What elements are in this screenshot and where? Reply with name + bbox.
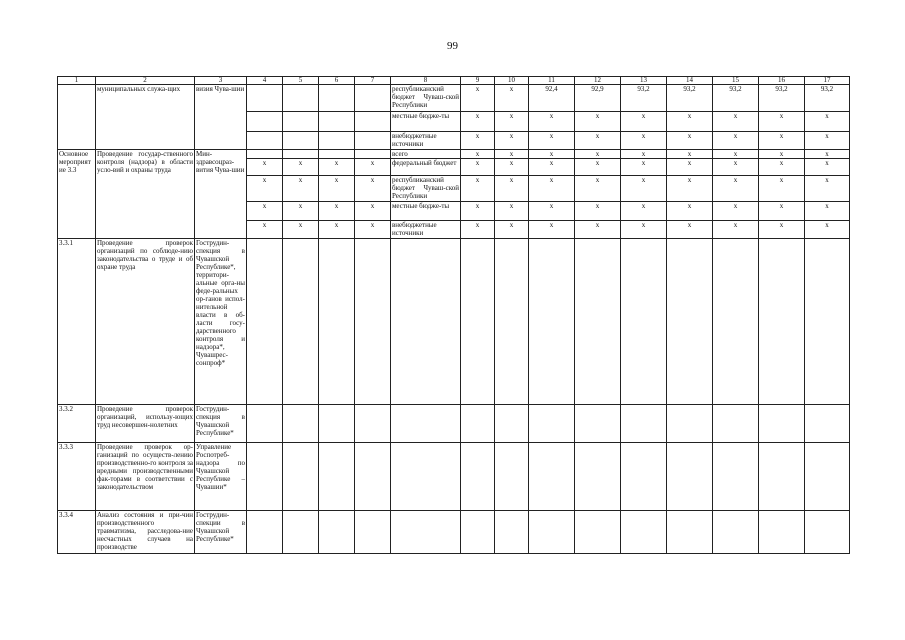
- empty-cell: [529, 443, 575, 511]
- funding-source: местные бюдже-ты: [391, 112, 461, 132]
- empty-cell: [461, 443, 495, 511]
- responsible-executor: Гострудин-спекции в Чувашской Республике*: [195, 511, 247, 554]
- cell-value: x: [667, 176, 713, 202]
- column-number-header: 11: [529, 77, 575, 85]
- cell-value: x: [621, 159, 667, 176]
- column-number-header: 12: [575, 77, 621, 85]
- empty-cell: [319, 443, 355, 511]
- cell-value: x: [495, 176, 529, 202]
- cell-value: x: [355, 176, 391, 202]
- cell-value: x: [805, 150, 850, 159]
- empty-cell: [283, 511, 319, 554]
- cell-value: x: [805, 221, 850, 239]
- cell-value: x: [575, 132, 621, 150]
- cell-value: [319, 112, 355, 132]
- column-number-header: 1: [58, 77, 96, 85]
- cell-value: x: [495, 221, 529, 239]
- responsible-executor: Гострудин-спекция в Чувашской Республике*: [195, 405, 247, 443]
- cell-value: x: [495, 159, 529, 176]
- column-number-header: 3: [195, 77, 247, 85]
- cell-value: x: [247, 221, 283, 239]
- table-row: [58, 85, 850, 112]
- table-row: [58, 150, 850, 159]
- funding-source: федеральный бюджет: [391, 159, 461, 176]
- funding-source: республиканский бюджет Чуваш-ской Республики: [391, 85, 461, 112]
- column-number-header: 5: [283, 77, 319, 85]
- event-number: 3.3.1: [58, 239, 96, 405]
- cell-value: x: [529, 132, 575, 150]
- cell-value: x: [495, 85, 529, 112]
- cell-value: x: [461, 85, 495, 112]
- cell-value: x: [319, 176, 355, 202]
- empty-cell: [391, 443, 461, 511]
- header-row: [58, 77, 850, 85]
- cell-value: [247, 85, 283, 112]
- cell-value: x: [319, 202, 355, 221]
- cell-value: x: [355, 221, 391, 239]
- cell-value: x: [283, 221, 319, 239]
- empty-cell: [759, 443, 805, 511]
- column-number-header: 4: [247, 77, 283, 85]
- empty-cell: [319, 239, 355, 405]
- cell-value: [355, 85, 391, 112]
- empty-cell: [667, 405, 713, 443]
- cell-value: x: [461, 159, 495, 176]
- cell-value: x: [621, 176, 667, 202]
- empty-cell: [355, 443, 391, 511]
- cell-value: x: [575, 159, 621, 176]
- empty-cell: [319, 405, 355, 443]
- empty-cell: [247, 405, 283, 443]
- cell-value: x: [495, 202, 529, 221]
- empty-cell: [461, 239, 495, 405]
- column-number-header: 8: [391, 77, 461, 85]
- empty-cell: [461, 511, 495, 554]
- responsible-executor: визия Чува-шии: [195, 85, 247, 150]
- cell-value: x: [713, 159, 759, 176]
- cell-value: x: [495, 132, 529, 150]
- cell-value: x: [319, 221, 355, 239]
- empty-cell: [621, 405, 667, 443]
- cell-value: x: [529, 176, 575, 202]
- funding-source: республиканский бюджет Чуваш-ской Республики: [392, 176, 459, 200]
- column-number-header: 9: [461, 77, 495, 85]
- event-number: 3.3.2: [58, 405, 96, 443]
- column-number-header: 17: [805, 77, 850, 85]
- cell-value: [283, 85, 319, 112]
- cell-value: x: [805, 132, 850, 150]
- event-name: муниципальных служа-щих: [96, 85, 195, 150]
- empty-cell: [355, 239, 391, 405]
- empty-cell: [247, 443, 283, 511]
- column-number-header: 2: [96, 77, 195, 85]
- cell-value: x: [621, 202, 667, 221]
- empty-cell: [283, 443, 319, 511]
- empty-cell: [713, 405, 759, 443]
- sub-event-row: [58, 511, 850, 554]
- cell-value: x: [529, 150, 575, 159]
- cell-value: x: [713, 112, 759, 132]
- cell-value: x: [529, 159, 575, 176]
- empty-cell: [461, 405, 495, 443]
- cell-value: 92,4: [529, 85, 575, 112]
- cell-value: x: [805, 202, 850, 221]
- column-number-header: 10: [495, 77, 529, 85]
- responsible-executor: Управление Роспотреб-надзора по Чувашской Республике – Чувашии*: [195, 443, 247, 511]
- empty-cell: [529, 239, 575, 405]
- cell-value: x: [355, 202, 391, 221]
- cell-value: x: [575, 150, 621, 159]
- cell-value: x: [621, 221, 667, 239]
- sub-event-row: [58, 443, 850, 511]
- funding-source: внебюджетные источники: [391, 221, 461, 239]
- empty-cell: [495, 405, 529, 443]
- event-name: Анализ состояния и при-чин производственного травматизма, расследова-ние несчастных случаев на производстве: [96, 511, 195, 554]
- cell-value: 93,2: [667, 85, 713, 112]
- cell-value: 92,9: [575, 85, 621, 112]
- funding-table: [57, 76, 850, 554]
- column-number-header: 7: [355, 77, 391, 85]
- responsible-executor: Мин-здравсоцраз-вития Чува-шии: [195, 150, 247, 239]
- cell-value: x: [759, 202, 805, 221]
- cell-value: [247, 150, 283, 159]
- empty-cell: [495, 511, 529, 554]
- sub-event-row: [58, 239, 850, 405]
- cell-value: x: [319, 159, 355, 176]
- cell-value: x: [283, 202, 319, 221]
- cell-value: x: [805, 112, 850, 132]
- cell-value: x: [575, 221, 621, 239]
- empty-cell: [713, 443, 759, 511]
- empty-cell: [805, 405, 850, 443]
- column-number-header: 16: [759, 77, 805, 85]
- cell-value: x: [461, 150, 495, 159]
- empty-cell: [759, 405, 805, 443]
- cell-value: x: [759, 112, 805, 132]
- cell-value: 93,2: [713, 85, 759, 112]
- cell-value: x: [621, 112, 667, 132]
- funding-source: местные бюдже-ты: [391, 202, 461, 221]
- cell-value: x: [461, 176, 495, 202]
- cell-value: x: [529, 112, 575, 132]
- empty-cell: [575, 239, 621, 405]
- cell-value: x: [355, 159, 391, 176]
- empty-cell: [759, 239, 805, 405]
- cell-value: x: [713, 150, 759, 159]
- column-number-header: 14: [667, 77, 713, 85]
- cell-value: x: [713, 202, 759, 221]
- event-name: Проведение проверок организаций, использу-ющих труд несовершен-нолетних: [96, 405, 195, 443]
- cell-value: [247, 132, 283, 150]
- event-name: Проведение проверок организаций по соблюде-нию законодательства о труде и об охране труда: [96, 239, 195, 405]
- cell-value: [319, 132, 355, 150]
- cell-value: [319, 150, 355, 159]
- empty-cell: [805, 511, 850, 554]
- cell-value: x: [621, 132, 667, 150]
- cell-value: x: [621, 150, 667, 159]
- cell-value: [319, 85, 355, 112]
- empty-cell: [713, 511, 759, 554]
- cell-value: x: [283, 159, 319, 176]
- cell-value: [283, 150, 319, 159]
- empty-cell: [495, 443, 529, 511]
- cell-value: x: [495, 150, 529, 159]
- cell-value: x: [713, 176, 759, 202]
- page-number: 99: [447, 40, 458, 52]
- event-number: 3.3.3: [58, 443, 96, 511]
- empty-cell: [247, 239, 283, 405]
- cell-value: [283, 132, 319, 150]
- cell-value: x: [461, 221, 495, 239]
- event-name: Проведение проверок ор-ганизаций по осуществ-лению производственно-го контроля за вредными производственными фак-торами в соответствии с законодательством: [96, 443, 195, 511]
- cell-value: x: [667, 112, 713, 132]
- cell-value: x: [247, 202, 283, 221]
- sub-event-row: [58, 405, 850, 443]
- cell-value: x: [461, 132, 495, 150]
- empty-cell: [319, 511, 355, 554]
- cell-value: 93,2: [621, 85, 667, 112]
- cell-value: x: [247, 159, 283, 176]
- cell-value: [355, 112, 391, 132]
- empty-cell: [355, 405, 391, 443]
- empty-cell: [667, 443, 713, 511]
- empty-cell: [391, 511, 461, 554]
- responsible-executor: Гострудин-спекция в Чувашской Республике*, территори-альные орга-ны феде-ральных ор-ганов испол-нительной власти в об-ласти госу-дарственного контроля и надзора*, Чувашрес-сонпроф*: [195, 239, 247, 405]
- empty-cell: [495, 239, 529, 405]
- empty-cell: [355, 511, 391, 554]
- empty-cell: [391, 405, 461, 443]
- cell-value: x: [667, 202, 713, 221]
- empty-cell: [621, 511, 667, 554]
- empty-cell: [805, 443, 850, 511]
- empty-cell: [575, 443, 621, 511]
- cell-value: [355, 150, 391, 159]
- cell-value: x: [667, 221, 713, 239]
- empty-cell: [621, 239, 667, 405]
- cell-value: x: [529, 202, 575, 221]
- cell-value: x: [529, 221, 575, 239]
- cell-value: x: [759, 221, 805, 239]
- event-number: Основное мероприятие 3.3: [58, 150, 96, 239]
- cell-value: [247, 112, 283, 132]
- empty-cell: [667, 511, 713, 554]
- cell-value: [283, 112, 319, 132]
- event-name: Проведение государ-ственного контроля (надзора) в области усло-вий и охраны труда: [96, 150, 195, 239]
- cell-value: 93,2: [759, 85, 805, 112]
- cell-value: x: [575, 202, 621, 221]
- event-number: 3.3.4: [58, 511, 96, 554]
- column-number-header: 13: [621, 77, 667, 85]
- empty-cell: [283, 405, 319, 443]
- empty-cell: [713, 239, 759, 405]
- cell-value: x: [495, 112, 529, 132]
- cell-value: 93,2: [805, 85, 850, 112]
- cell-value: x: [759, 176, 805, 202]
- cell-value: [355, 132, 391, 150]
- cell-value: x: [713, 221, 759, 239]
- cell-value: x: [713, 132, 759, 150]
- cell-value: x: [805, 176, 850, 202]
- empty-cell: [805, 239, 850, 405]
- cell-event-number: [58, 85, 96, 150]
- empty-cell: [247, 511, 283, 554]
- column-number-header: 6: [319, 77, 355, 85]
- cell-value: x: [667, 132, 713, 150]
- funding-source: внебюджетные источники: [391, 132, 461, 150]
- cell-value: x: [461, 112, 495, 132]
- empty-cell: [283, 239, 319, 405]
- empty-cell: [529, 511, 575, 554]
- empty-cell: [575, 405, 621, 443]
- cell-value: x: [805, 159, 850, 176]
- empty-cell: [529, 405, 575, 443]
- empty-cell: [621, 443, 667, 511]
- empty-cell: [667, 239, 713, 405]
- cell-value: x: [759, 150, 805, 159]
- column-number-header: 15: [713, 77, 759, 85]
- cell-value: x: [575, 112, 621, 132]
- cell-value: x: [759, 132, 805, 150]
- cell-value: x: [759, 159, 805, 176]
- cell-value: x: [283, 176, 319, 202]
- empty-cell: [759, 511, 805, 554]
- funding-source: всего: [391, 150, 461, 159]
- cell-value: x: [461, 202, 495, 221]
- cell-value: x: [667, 159, 713, 176]
- cell-value: x: [575, 176, 621, 202]
- empty-cell: [391, 239, 461, 405]
- cell-value: x: [247, 176, 283, 202]
- empty-cell: [575, 511, 621, 554]
- cell-value: x: [667, 150, 713, 159]
- table-body: [58, 77, 850, 554]
